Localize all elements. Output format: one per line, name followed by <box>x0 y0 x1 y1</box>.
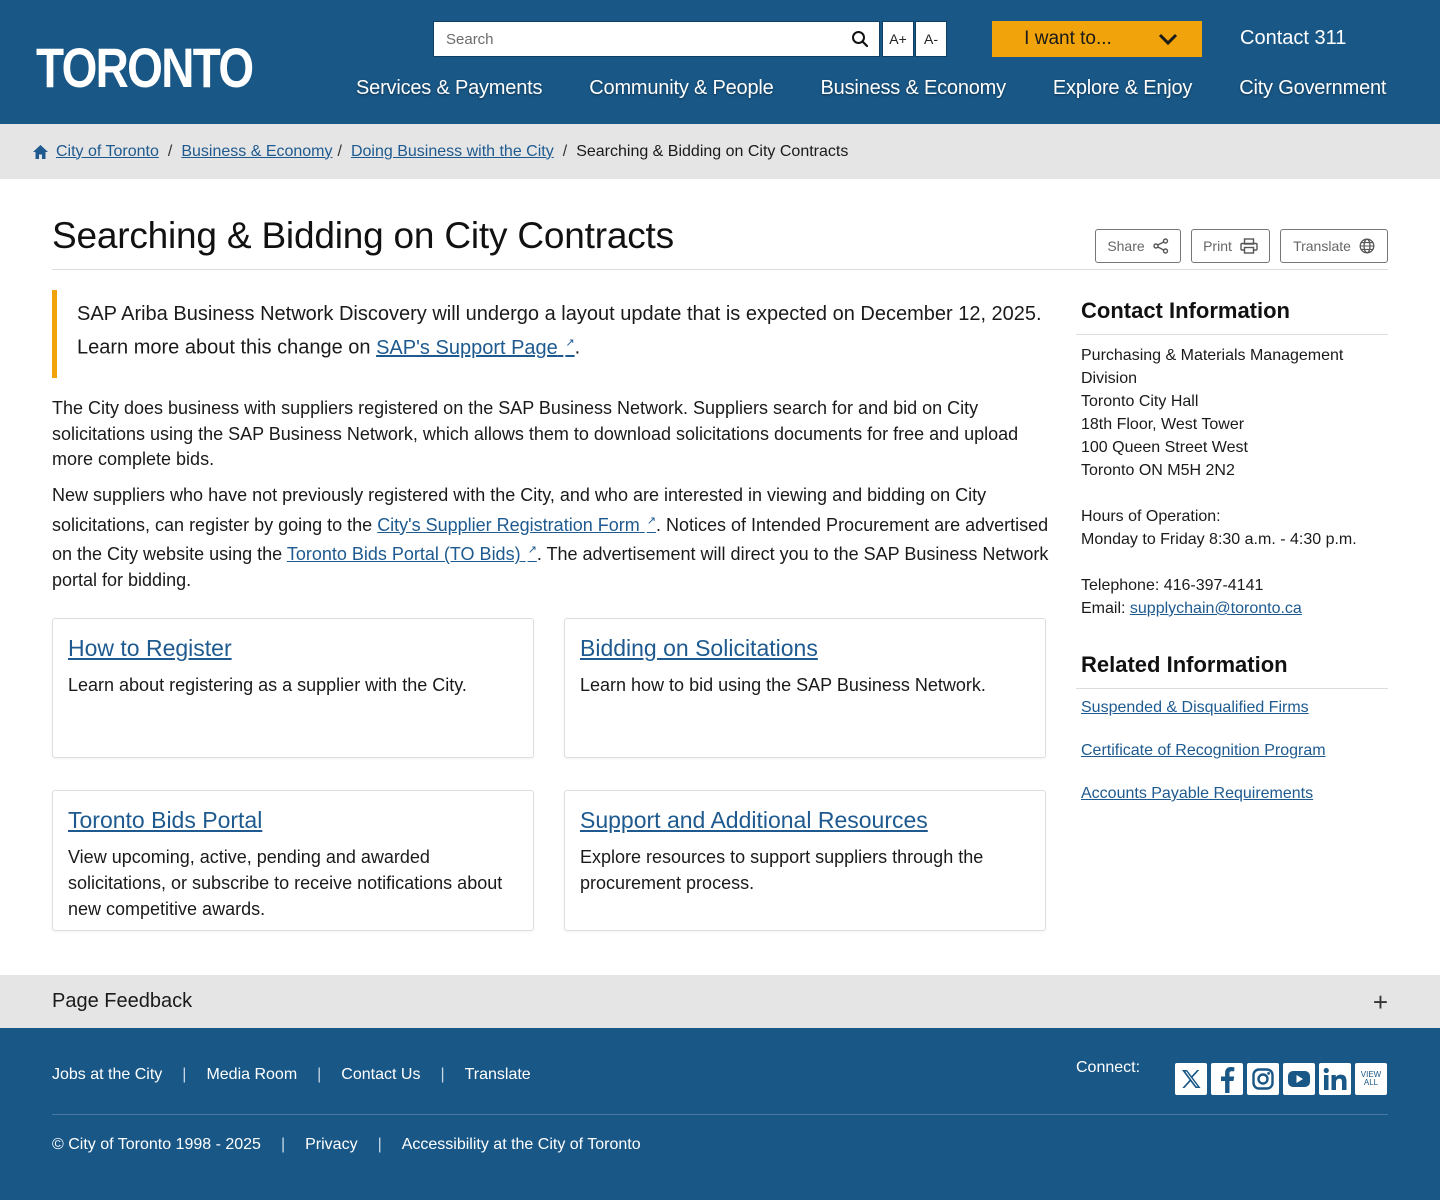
privacy-link[interactable]: Privacy <box>305 1136 358 1153</box>
telephone: Telephone: 416-397-4141 <box>1081 577 1264 594</box>
footer-link-contact-us[interactable]: Contact Us <box>341 1066 421 1083</box>
instagram-icon <box>1251 1067 1275 1091</box>
page-feedback-label: Page Feedback <box>52 990 193 1012</box>
facebook-link[interactable] <box>1211 1063 1243 1095</box>
contact-details <box>1081 344 1357 620</box>
linkedin-link[interactable] <box>1319 1063 1351 1095</box>
share-button[interactable] <box>1095 229 1181 263</box>
nav-business-economy[interactable]: Business & Economy <box>820 77 1006 99</box>
sap-support-page-link[interactable] <box>376 337 575 359</box>
page-feedback-toggle[interactable] <box>0 975 1440 1028</box>
breadcrumb-doing-business[interactable]: Doing Business with the City <box>350 142 554 160</box>
contact-311-link[interactable]: Contact 311 <box>1240 27 1347 49</box>
card-title-link[interactable]: Bidding on Solicitations <box>580 635 818 661</box>
search-icon <box>851 30 869 48</box>
card-title-link[interactable]: Toronto Bids Portal <box>68 807 263 833</box>
external-link-icon: ↗ <box>527 544 537 557</box>
hours-label: Hours of Operation: <box>1081 508 1221 525</box>
site-header <box>0 0 1440 124</box>
supplier-registration-label: City's Supplier Registration Form <box>377 514 640 535</box>
breadcrumb-separator: / <box>167 142 173 160</box>
facebook-icon <box>1216 1065 1238 1093</box>
card-toronto-bids-portal <box>52 790 534 931</box>
related-link-certificate-recognition[interactable]: Certificate of Recognition Program <box>1081 742 1326 759</box>
youtube-link[interactable] <box>1283 1063 1315 1095</box>
breadcrumb-business-economy[interactable]: Business & Economy <box>181 142 333 160</box>
footer-link-translate[interactable]: Translate <box>464 1066 531 1083</box>
plus-icon: + <box>1372 986 1388 1017</box>
footer-separator: | <box>280 1136 286 1153</box>
view-all-line2: ALL <box>1363 1078 1379 1087</box>
x-icon <box>1179 1067 1203 1091</box>
x-twitter-link[interactable] <box>1175 1063 1207 1095</box>
footer-link-jobs[interactable]: Jobs at the City <box>52 1066 163 1083</box>
address-line: Toronto City Hall <box>1081 393 1199 410</box>
page-title: Searching & Bidding on City Contracts <box>52 215 674 256</box>
address-line: 18th Floor, West Tower <box>1081 416 1245 433</box>
paragraph-text: . Notices of Intended Procurement are advertised on the City website using the <box>52 514 1049 565</box>
i-want-to-dropdown[interactable] <box>992 21 1202 57</box>
translate-label: Translate <box>1293 238 1351 254</box>
footer-separator: | <box>317 1066 322 1083</box>
site-footer <box>0 1028 1440 1200</box>
address-line: 100 Queen Street West <box>1081 439 1248 456</box>
alert-text: SAP Ariba Business Network Discovery will undergo a layout update that is expected on December 12, 2025. Learn more about this change on <box>77 303 1042 359</box>
card-description: Learn how to bid using the SAP Business Network. <box>580 675 986 695</box>
nav-community-people[interactable]: Community & People <box>589 77 774 99</box>
main-navigation <box>356 77 1386 100</box>
related-information-heading: Related Information <box>1081 652 1288 677</box>
address-line: Toronto ON M5H 2N2 <box>1081 462 1235 479</box>
view-all-social-link[interactable] <box>1355 1063 1387 1095</box>
nav-city-government[interactable]: City Government <box>1239 77 1387 99</box>
breadcrumb-city-of-toronto[interactable]: City of Toronto <box>56 142 159 160</box>
printer-icon <box>1240 238 1258 254</box>
external-link-icon: ↗ <box>646 514 656 527</box>
sap-update-alert <box>52 290 1042 378</box>
footer-divider <box>52 1114 1388 1115</box>
related-link-suspended-firms[interactable]: Suspended & Disqualified Firms <box>1081 699 1309 716</box>
nav-explore-enjoy[interactable]: Explore & Enjoy <box>1052 77 1193 99</box>
breadcrumb-separator: / <box>337 142 342 160</box>
connect-label: Connect: <box>1076 1059 1141 1076</box>
home-icon[interactable] <box>32 144 49 160</box>
alert-text-end: . <box>574 336 581 359</box>
card-how-to-register <box>52 618 534 758</box>
i-want-to-label: I want to... <box>1024 28 1112 49</box>
email-row <box>1081 597 1357 620</box>
view-all-label <box>1361 1071 1381 1087</box>
card-description: Explore resources to support suppliers through the procurement process. <box>580 847 984 893</box>
registration-paragraph <box>52 483 1052 593</box>
breadcrumb-separator: / <box>562 142 568 160</box>
globe-icon <box>1359 238 1375 254</box>
social-links <box>1175 1063 1387 1095</box>
accessibility-link[interactable]: Accessibility at the City of Toronto <box>401 1136 641 1153</box>
address-line: Purchasing & Materials Management <box>1081 347 1344 364</box>
paragraph-text: . The advertisement will direct you to the SAP Business Network portal for bidding. <box>52 544 1049 590</box>
font-increase-button[interactable]: A+ <box>882 21 914 57</box>
copyright: © City of Toronto 1998 - 2025 <box>52 1136 261 1153</box>
search-input[interactable] <box>434 22 841 56</box>
card-title-link[interactable]: How to Register <box>68 635 232 661</box>
email-label: Email: <box>1081 600 1130 617</box>
print-label: Print <box>1203 238 1232 254</box>
sidebar-divider <box>1076 688 1388 689</box>
contact-information-heading: Contact Information <box>1081 298 1290 323</box>
intro-paragraph: The City does business with suppliers registered on the SAP Business Network. Suppliers search for and bid on City solicitations using the SAP Business Network, which allows them to download solicitations documents for free and upload more complete bids. <box>52 398 1019 470</box>
breadcrumb <box>0 124 1440 179</box>
card-bidding-on-solicitations <box>564 618 1046 758</box>
footer-separator: | <box>182 1066 187 1083</box>
search-box <box>433 21 880 57</box>
supplier-registration-link[interactable] <box>377 515 656 535</box>
instagram-link[interactable] <box>1247 1063 1279 1095</box>
toronto-bids-label: Toronto Bids Portal (TO Bids) <box>286 544 521 565</box>
card-title-link[interactable]: Support and Additional Resources <box>580 807 928 833</box>
related-link-accounts-payable[interactable]: Accounts Payable Requirements <box>1081 785 1314 802</box>
city-logo-link[interactable] <box>30 28 262 98</box>
translate-button[interactable] <box>1280 229 1388 263</box>
footer-separator: | <box>440 1066 445 1083</box>
toronto-bids-portal-link[interactable] <box>287 544 537 564</box>
footer-bottom <box>52 1136 641 1154</box>
sidebar-divider <box>1076 334 1388 335</box>
sap-support-link-label: SAP's Support Page <box>376 336 558 359</box>
paragraph-text: New suppliers who have not previously registered with the City, and who are interested in viewing and bidding on City solicitations, can register by going to the <box>52 485 987 535</box>
address-line: Division <box>1081 370 1138 387</box>
chevron-down-icon <box>1158 33 1178 45</box>
card-description: View upcoming, active, pending and awarded solicitations, or subscribe to receive notifications about new competitive awards. <box>68 847 503 919</box>
share-icon <box>1153 238 1169 254</box>
external-link-icon: ↗ <box>565 337 575 349</box>
footer-link-media-room[interactable]: Media Room <box>206 1066 298 1083</box>
font-decrease-button[interactable]: A- <box>915 21 947 57</box>
logo-wordmark: TORONTO <box>36 36 253 99</box>
email-link[interactable]: supplychain@toronto.ca <box>1129 600 1302 617</box>
search-button[interactable] <box>841 22 879 56</box>
youtube-icon <box>1287 1070 1311 1088</box>
share-label: Share <box>1107 238 1145 254</box>
print-button[interactable] <box>1191 229 1270 263</box>
card-description: Learn about registering as a supplier with the City. <box>68 675 467 695</box>
linkedin-icon <box>1322 1067 1348 1091</box>
footer-links <box>52 1066 531 1084</box>
nav-services-payments[interactable]: Services & Payments <box>356 77 543 99</box>
title-divider <box>52 269 1388 270</box>
hours-value: Monday to Friday 8:30 a.m. - 4:30 p.m. <box>1081 531 1357 548</box>
breadcrumb-current: Searching & Bidding on City Contracts <box>576 142 849 160</box>
card-support-resources <box>564 790 1046 931</box>
footer-separator: | <box>377 1136 382 1153</box>
view-all-line1: VIEW <box>1360 1070 1382 1079</box>
